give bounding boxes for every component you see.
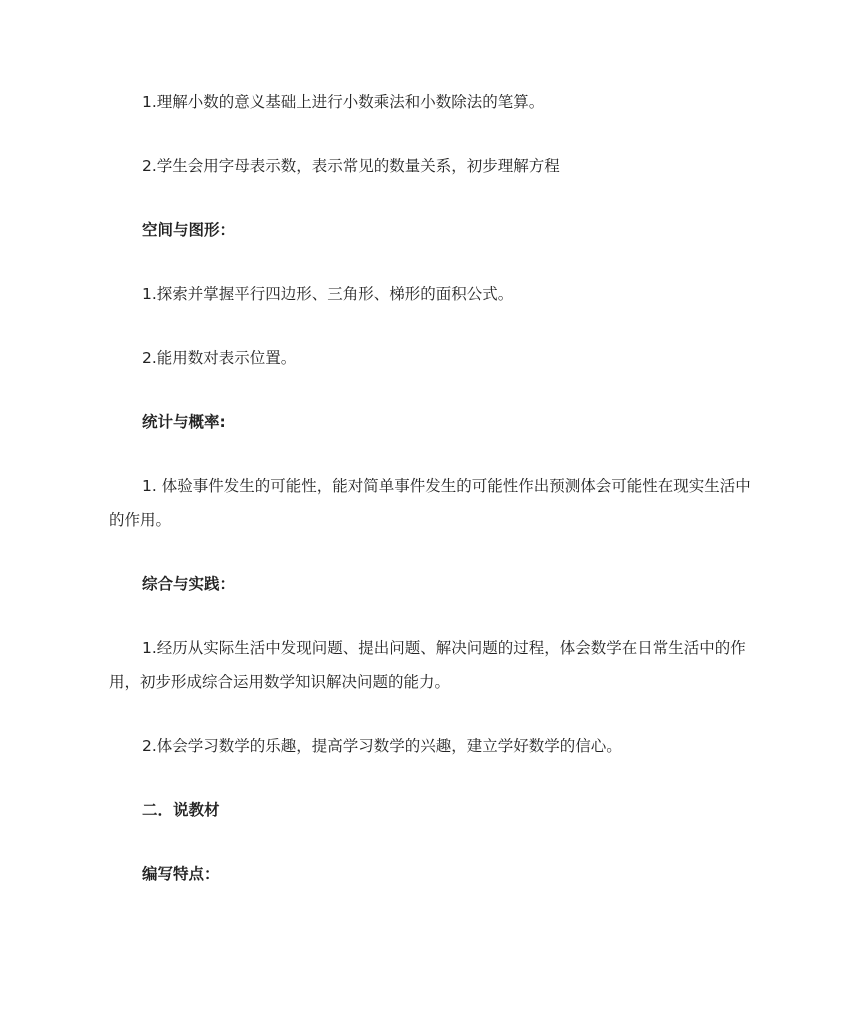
objective-number-2: 2.学生会用字母表示数，表示常见的数量关系，初步理解方程 [142,157,560,175]
objective-shape-2: 2.能用数对表示位置。 [142,349,297,367]
heading-space-and-shape: 空间与图形： [142,221,236,239]
heading-comprehensive-practice: 综合与实践： [142,575,236,593]
objective-practice-2: 2.体会学习数学的乐趣，提高学习数学的兴趣，建立学好数学的信心。 [142,737,622,755]
heading-textbook: 二．说教材 [142,801,220,819]
objective-number-1: 1.理解小数的意义基础上进行小数乘法和小数除法的笔算。 [142,93,545,111]
heading-writing-features: 编写特点： [142,865,220,883]
objective-statistics-1: 1. 体验事件发生的可能性，能对简单事件发生的可能性作出预测体会可能性在现实生活中的作用。 [109,477,751,529]
objective-shape-1: 1.探索并掌握平行四边形、三角形、梯形的面积公式。 [142,285,514,303]
heading-statistics-probability: 统计与概率: [142,413,226,431]
objective-practice-1: 1.经历从实际生活中发现问题、提出问题、解决问题的过程，体会数学在日常生活中的作用，初步形成综合运用数学知识解决问题的能力。 [109,639,746,691]
